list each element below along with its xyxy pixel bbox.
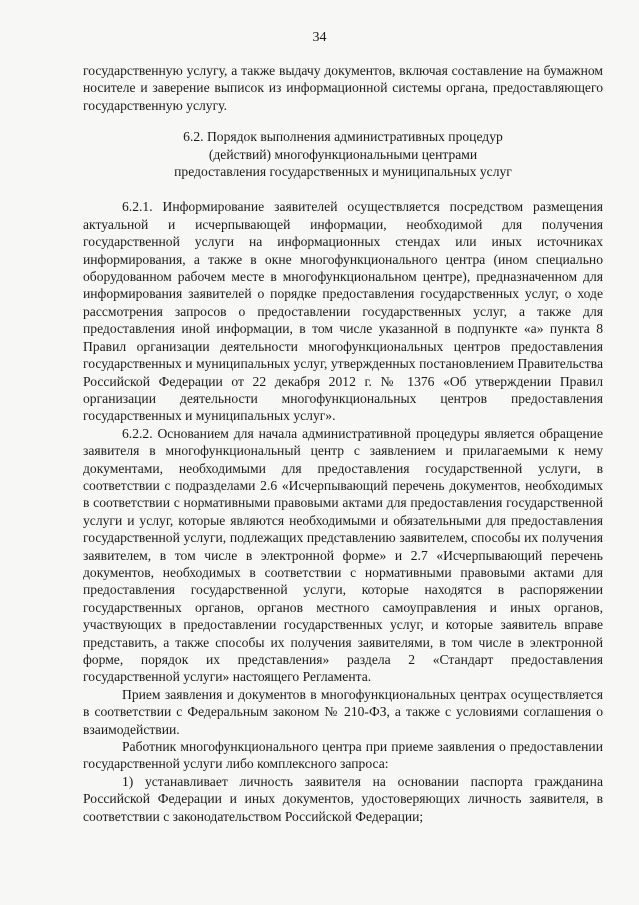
paragraph-6-2-2: 6.2.2. Основанием для начала административной процедуры является обращение заявителя в многофункциональный центр с заявлением и прилагаемыми к нему документами, необходимыми для предоставления государственной услуги, в соответствии с подразделами 2.6 «Исчерпывающий перечень документов, необходимых в соответствии с нормативными правовыми актами для предоставления государственной услуги и услуг, которые являются необходимыми и обязательными для предоставления государственной услуги, подлежащих представлению заявителем, способы их получения заявителем, в том числе в электронной форме» и 2.7 «Исчерпывающий перечень документов, необходимых в соответствии с нормативными правовыми актами для предоставления государственной услуги, которые находятся в распоряжении государственных органов, органов местного самоуправления и иных органов, участвующих в предоставлении государственных услуг, и которые заявитель вправе представить, а также способы их получения заявителями, в том числе в электронной форме, порядок их представления» раздела 2 «Стандарт предоставления государственной услуги» настоящего Регламента.: [83, 425, 603, 685]
heading-line: предоставления государственных и муниципальных услуг: [174, 164, 512, 180]
paragraph-reception: Прием заявления и документов в многофункциональных центрах осуществляется в соответствии с Федеральным законом № 210-ФЗ, а также с условиями соглашения о взаимодействии.: [83, 686, 603, 737]
paragraph-6-2-1: 6.2.1. Информирование заявителей осуществляется посредством размещения актуальной и исчерпывающей информации, необходимой для получения государственной услуги на информационных стендах или иных источниках информирования, а также в окне многофункционального центра (ином специально оборудованном рабочем месте в многофункциональном центре), предназначенном для информирования заявителей о порядке предоставления государственных услуг, о ходе рассмотрения запросов о предоставлении государственных услуг, а также для предоставления иной информации, в том числе указанной в подпункте «а» пункта 8 Правил организации деятельности многофункциональных центров предоставления государственных и муниципальных услуг, утвержденных постановлением Правительства Российской Федерации от 22 декабря 2012 г. № 1376 «Об утверждении Правил организации деятельности многофункциональных центров предоставления государственных и муниципальных услуг».: [83, 199, 603, 424]
heading-line: 6.2. Порядок выполнения административных процедур: [183, 129, 503, 145]
paragraph-mfc-worker: Работник многофункционального центра при приеме заявления о предоставлении государственной услуги либо комплексного запроса:: [83, 739, 603, 772]
list-item-1: 1) устанавливает личность заявителя на основании паспорта гражданина Российской Федерации и иных документов, удостоверяющих личность заявителя, в соответствии с законодательством Российской Федерации;: [83, 773, 603, 824]
heading-line: (действий) многофункциональными центрами: [208, 146, 478, 162]
section-heading: [83, 128, 603, 180]
document-body: [83, 62, 603, 825]
intro-paragraph: государственную услугу, а также выдачу документов, включая составление на бумажном носителе и заверение выписок из информационной системы органа, предоставляющего государственную услугу.: [83, 63, 603, 113]
page-number: 34: [312, 30, 327, 45]
